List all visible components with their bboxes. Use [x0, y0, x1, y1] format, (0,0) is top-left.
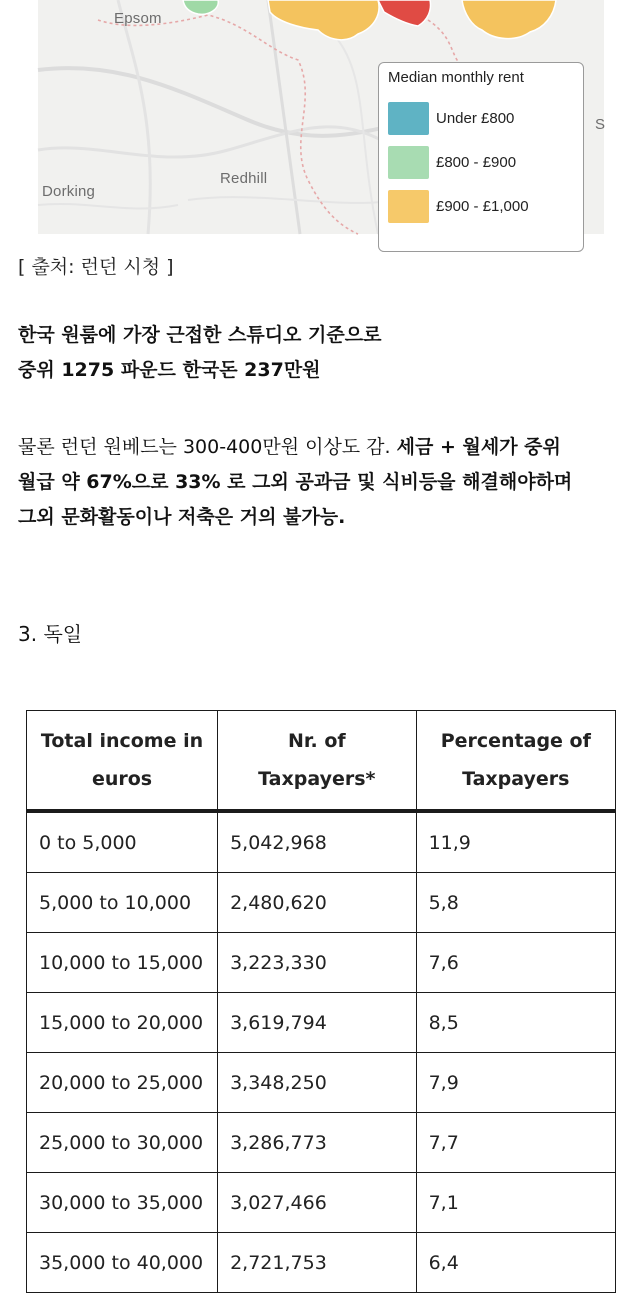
cell-income: 5,000 to 10,000: [27, 873, 218, 933]
paragraph-line: 중위 1275 파운드 한국돈 237만원: [18, 359, 321, 381]
header-text: Percentage of: [440, 730, 591, 752]
legend-swatch: [388, 190, 429, 223]
cell-percentage: 6,4: [416, 1233, 615, 1293]
cell-taxpayers: 3,223,330: [218, 933, 417, 993]
cell-income: 35,000 to 40,000: [27, 1233, 218, 1293]
cell-percentage: 5,8: [416, 873, 615, 933]
tax-rent-paragraph: [18, 430, 572, 535]
section-heading-germany: 3. 독일: [18, 622, 83, 646]
header-text: euros: [91, 768, 153, 790]
cell-percentage: 7,9: [416, 1053, 615, 1113]
cell-percentage: 7,1: [416, 1173, 615, 1233]
image-source-caption: [ 출처: 런던 시청 ]: [18, 256, 174, 278]
cell-income: 20,000 to 25,000: [27, 1053, 218, 1113]
paragraph-line: 한국 원룸에 가장 근접한 스튜디오 기준으로: [18, 324, 382, 346]
cell-taxpayers: 2,721,753: [218, 1233, 417, 1293]
table-row: [27, 993, 616, 1053]
paragraph-text: 물론 런던 원베드는 300-400만원 이상도 감.: [18, 436, 397, 458]
cell-taxpayers: 3,286,773: [218, 1113, 417, 1173]
legend-label: £800 - £900: [436, 153, 517, 171]
cell-percentage: 11,9: [416, 811, 615, 873]
paragraph-bold-text: 그외 문화활동이나 저축은 거의 불가능.: [18, 506, 346, 528]
legend-item: [388, 96, 583, 140]
legend-swatch: [388, 146, 429, 179]
rent-map: [38, 0, 604, 234]
cell-percentage: 8,5: [416, 993, 615, 1053]
legend-swatch: [388, 102, 429, 135]
cell-percentage: 7,7: [416, 1113, 615, 1173]
header-text: Taxpayers: [462, 768, 570, 790]
cell-income: 15,000 to 20,000: [27, 993, 218, 1053]
table-row: [27, 811, 616, 873]
table-row: [27, 1233, 616, 1293]
header-text: Total income in: [40, 730, 204, 752]
table-row: [27, 933, 616, 993]
table-row: [27, 1113, 616, 1173]
column-header-income: [27, 711, 218, 812]
legend-item: [388, 184, 583, 228]
legend-title: Median monthly rent: [388, 69, 524, 86]
map-legend: [378, 62, 584, 252]
place-label-dorking: Dorking: [42, 183, 96, 200]
income-distribution-table: [26, 710, 616, 1293]
paragraph-bold-text: 월급 약 67%으로 33% 로 그외 공과금 및 식비등을 해결해야하며: [18, 471, 573, 493]
legend-label: £900 - £1,000: [436, 197, 529, 215]
cell-taxpayers: 2,480,620: [218, 873, 417, 933]
place-label-epsom: Epsom: [114, 10, 162, 27]
cell-income: 25,000 to 30,000: [27, 1113, 218, 1173]
cell-percentage: 7,6: [416, 933, 615, 993]
studio-rent-paragraph: [18, 318, 381, 388]
legend-item: [388, 140, 583, 184]
place-label-redhill: Redhill: [220, 170, 268, 187]
place-label-partial: S: [595, 116, 606, 133]
cell-income: 30,000 to 35,000: [27, 1173, 218, 1233]
table-row: [27, 1173, 616, 1233]
cell-taxpayers: 3,027,466: [218, 1173, 417, 1233]
legend-label: Under £800: [436, 109, 515, 127]
paragraph-bold-text: 세금 + 월세가 중위: [396, 436, 561, 458]
column-header-taxpayers: Nr. of Taxpayers*: [218, 711, 417, 812]
cell-taxpayers: 3,619,794: [218, 993, 417, 1053]
table-row: [27, 873, 616, 933]
cell-income: 0 to 5,000: [27, 811, 218, 873]
cell-taxpayers: 5,042,968: [218, 811, 417, 873]
table-row: [27, 1053, 616, 1113]
cell-income: 10,000 to 15,000: [27, 933, 218, 993]
cell-taxpayers: 3,348,250: [218, 1053, 417, 1113]
column-header-percentage: [416, 711, 615, 812]
table-header-row: [27, 711, 616, 812]
